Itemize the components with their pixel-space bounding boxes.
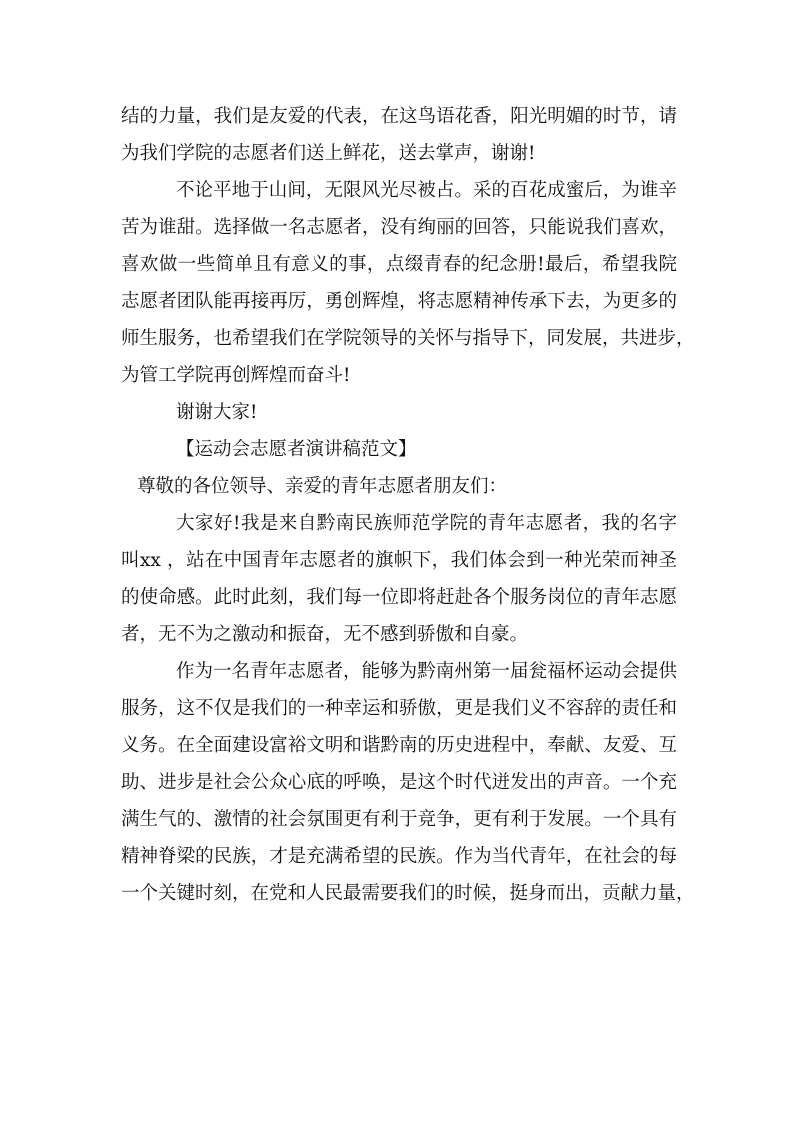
text-line: 为管工学院再创辉煌而奋斗!: [121, 365, 351, 386]
text-line: 苦为谁甜。选择做一名志愿者，没有绚丽的回答，只能说我们喜欢，: [121, 217, 677, 238]
text-line: 一个关键时刻，在党和人民最需要我们的时候，挺身而出，贡献力量，: [121, 883, 695, 904]
text-line: 师生服务，也希望我们在学院领导的关怀与指导下，同发展，共进步，: [121, 328, 695, 349]
text-line: 义务。在全面建设富裕文明和谐黔南的历史进程中，奉献、友爱、互: [121, 735, 677, 756]
text-line: 服务，这不仅是我们的一种幸运和骄傲，更是我们义不容辞的责任和: [121, 698, 677, 719]
text-line: 作为一名青年志愿者，能够为黔南州第一届瓮福杯运动会提供: [176, 661, 677, 682]
text-line: 不论平地于山间，无限风光尽被占。采的百花成蜜后，为谁辛: [176, 180, 677, 201]
text-line: 大家好!我是来自黔南民族师范学院的青年志愿者，我的名字: [176, 513, 677, 534]
text-line: 结的力量，我们是友爱的代表，在这鸟语花香，阳光明媚的时节，请: [121, 106, 677, 127]
document-body: [121, 98, 695, 912]
text-line: 的使命感。此时此刻，我们每一位即将赶赴各个服务岗位的青年志愿: [121, 587, 677, 608]
text-line: 志愿者团队能再接再厉，勇创辉煌，将志愿精神传承下去，为更多的: [121, 291, 677, 312]
text-line: 为我们学院的志愿者们送上鲜花，送去掌声，谢谢!: [121, 143, 536, 164]
text-line: 助、进步是社会公众心底的呼唤，是这个时代迸发出的声音。一个充: [121, 772, 677, 793]
text-line: 叫xx ，站在中国青年志愿者的旗帜下，我们体会到一种光荣而神圣: [121, 550, 677, 571]
text-line: 精神脊梁的民族，才是充满希望的民族。作为当代青年，在社会的每: [121, 846, 677, 867]
text-line: 喜欢做一些简单且有意义的事，点缀青春的纪念册!最后，希望我院: [121, 254, 677, 275]
section-heading: 【运动会志愿者演讲稿范文】: [176, 439, 417, 460]
text-line: 者，无不为之激动和振奋，无不感到骄傲和自豪。: [121, 624, 529, 645]
text-line: 满生气的、激情的社会氛围更有利于竞争，更有利于发展。一个具有: [121, 809, 677, 830]
salutation-line: 尊敬的各位领导、亲爱的青年志愿者朋友们：: [137, 476, 508, 497]
text-line: 谢谢大家!: [176, 402, 258, 423]
